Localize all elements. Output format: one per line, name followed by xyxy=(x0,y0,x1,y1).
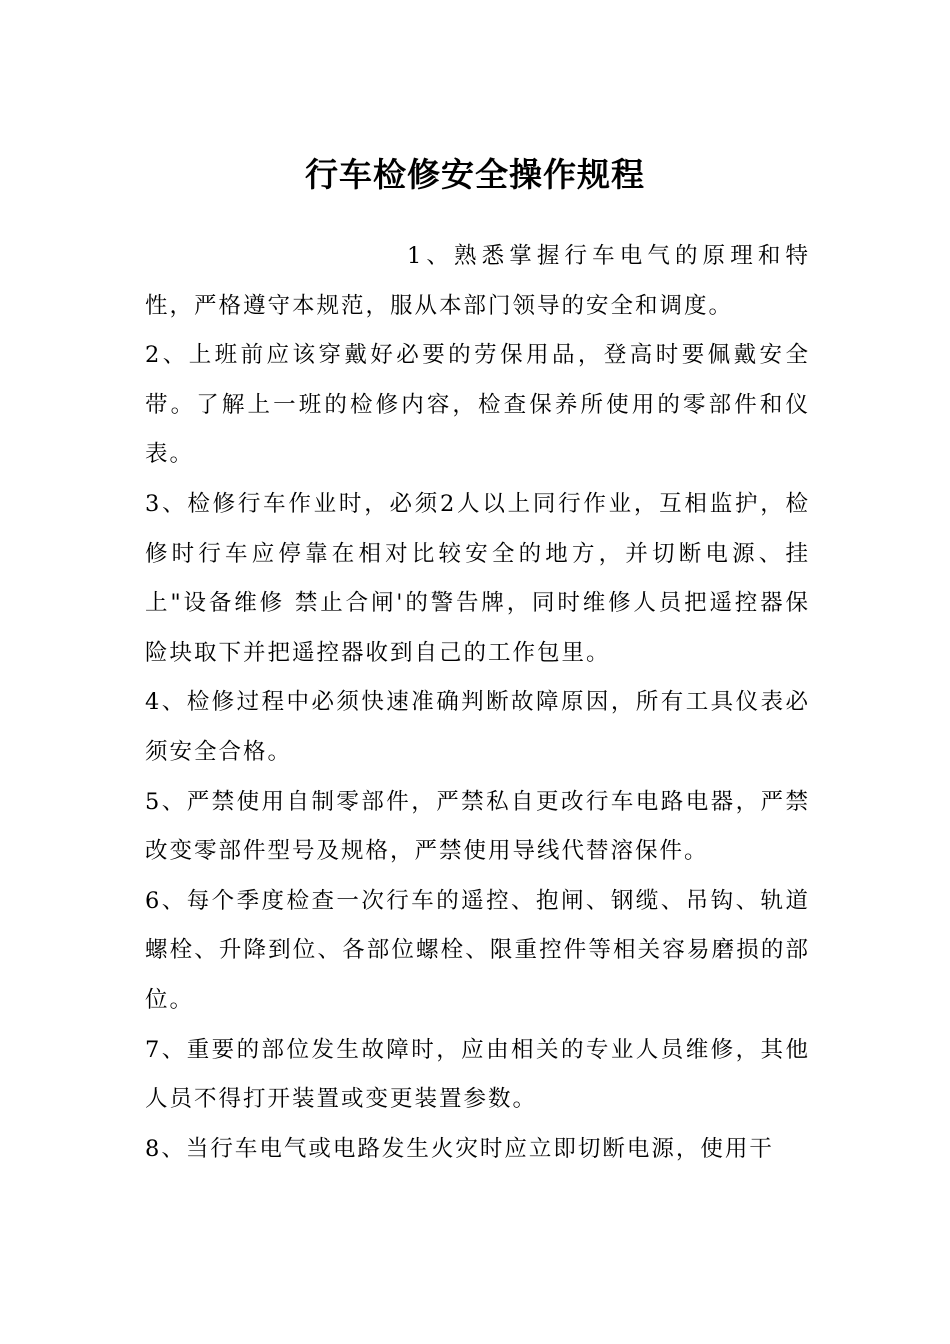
paragraph-8: 8、当行车电气或电路发生火灾时应立即切断电源，使用干 xyxy=(145,1135,774,1162)
paragraph-4: 4、检修过程中必须快速准确判断故障原因，所有工具仪表必须安全合格。 xyxy=(145,689,810,765)
paragraph-6: 6、每个季度检查一次行车的遥控、抱闸、钢缆、吊钩、轨道螺栓、升降到位、各部位螺栓、限重控件等相关容易磨损的部位。 xyxy=(145,887,810,1013)
document-body xyxy=(145,232,810,1174)
paragraph-1: 1、熟悉掌握行车电气的原理和特性，严格遵守本规范，服从本部门领导的安全和调度。 xyxy=(145,243,810,319)
paragraph-7: 7、重要的部位发生故障时，应由相关的专业人员维修，其他人员不得打开装置或变更装置参数。 xyxy=(145,1036,810,1113)
document-title: 行车检修安全操作规程 xyxy=(305,155,645,195)
paragraph-3: 3、检修行车作业时，必须2人以上同行作业，互相监护，检修时行车应停靠在相对比较安全的地方，并切断电源、挂上"设备维修 禁止合闸'的警告牌，同时维修人员把遥控器保险块取下并把遥控器收到自己的工作包里。 xyxy=(145,490,810,666)
paragraph-5: 5、严禁使用自制零部件，严禁私自更改行车电路电器，严禁改变零部件型号及规格，严禁使用导线代替溶保件。 xyxy=(145,788,810,865)
paragraph-2: 2、上班前应该穿戴好必要的劳保用品，登高时要佩戴安全带。了解上一班的检修内容，检查保养所使用的零部件和仪表。 xyxy=(145,342,810,468)
